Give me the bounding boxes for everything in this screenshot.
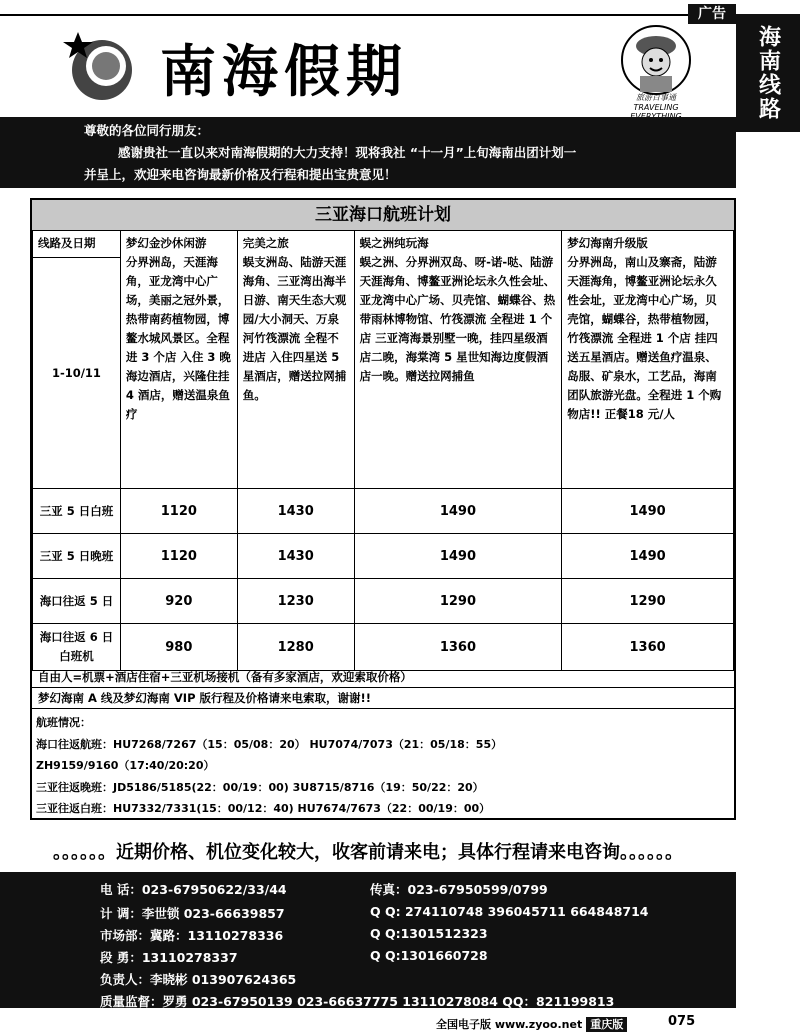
route-name: 完美之旅 — [242, 236, 289, 250]
contact-tel: 电 话：023-67950622/33/44 — [100, 882, 287, 897]
contact-quality: 质量监督：罗勇 023-67950139 023-66637775 13110278084 QQ：821199813 — [100, 994, 615, 1009]
contact-qq-3: Q Q:1301660728 — [370, 948, 488, 963]
route-desc: 分界洲岛，南山及寨斋，陆游天涯海角，博鳌亚洲论坛永久性会址，亚龙湾中心广场，贝壳馆，蝴蝶谷，热带植物园，竹筏漂流 全程进 1 个店 挂四送五星酒店。赠送鱼疗温泉、岛服、矿泉水，工艺品，海南团队旅游光盘。全程进 1 个购物店!! 正餐18 元/人 — [567, 255, 722, 421]
footer-site-text: 全国电子版 www.zyoo.net — [436, 1018, 583, 1031]
greeting-line-1: 尊敬的各位同行朋友： — [84, 123, 210, 138]
price-cell: 1120 — [120, 534, 237, 579]
page-number: 075 — [668, 1014, 696, 1029]
brand-logo-icon — [60, 26, 140, 106]
contact-leader: 负责人：李晓彬 013907624365 — [100, 972, 297, 987]
price-cell: 1230 — [237, 579, 354, 624]
price-cell: 1490 — [562, 534, 734, 579]
route-desc: 蜈之洲、分界洲双岛、呀-诺-哒、陆游天涯海角、博鳌亚洲论坛永久性会址、亚龙湾中心广场、贝壳馆、蝴蝶谷、热带雨林博物馆、竹筏漂流 全程进 1 个店 三亚湾海景别墅一晚，挂四星级酒店二晚，海棠湾 5 星世知海边度假酒店一晚。赠送拉网捕鱼 — [359, 255, 556, 383]
side-tab-hainan-routes: 海南线路 — [736, 14, 800, 132]
contact-duan: 段 勇：13110278337 — [100, 950, 238, 965]
route-name: 梦幻海南升级版 — [567, 236, 648, 250]
contact-plan: 计 调：李世锁 023-66639857 — [100, 906, 285, 921]
price-cell: 920 — [120, 579, 237, 624]
schedule-table — [32, 230, 734, 671]
route-cell — [354, 231, 562, 489]
flights-block — [32, 712, 734, 820]
price-row-label: 三亚 5 日白班 — [33, 489, 121, 534]
price-cell: 1490 — [354, 489, 562, 534]
flight-line: 海口往返航班：HU7268/7267（15：05/08：20） HU7074/7073（21：05/18：55） — [36, 737, 503, 751]
greeting-banner — [0, 117, 736, 188]
price-cell: 1430 — [237, 489, 354, 534]
route-desc: 蜈支洲岛、陆游天涯海角、三亚湾出海半日游、南天生态大观园/大小洞天、万泉河竹筏漂流 全程不进店 入住四星送 5 星酒店，赠送拉网捕鱼。 — [242, 255, 347, 402]
note-vip: 梦幻海南 A 线及梦幻海南 VIP 版行程及价格请来电索取，谢谢!! — [32, 688, 734, 709]
route-name: 蜈之洲纯玩海 — [359, 236, 429, 250]
table-row — [33, 489, 734, 534]
brand-name: 南海假期 — [160, 39, 408, 105]
table-row — [33, 231, 734, 258]
table-row — [33, 624, 734, 671]
price-row-label: 海口往返 5 日 — [33, 579, 121, 624]
schedule-title: 三亚海口航班计划 — [32, 200, 734, 230]
price-row-label: 三亚 5 日晚班 — [33, 534, 121, 579]
price-cell: 1490 — [562, 489, 734, 534]
notice-text: 。。。。。。近期价格、机位变化较大，收客前请来电；具体行程请来电咨询。。。。。。 — [53, 842, 683, 863]
contacts-banner — [0, 872, 736, 1008]
price-row-label: 海口往返 6 日 白班机 — [33, 624, 121, 671]
price-cell: 1490 — [354, 534, 562, 579]
table-row — [33, 534, 734, 579]
note-free-traveler: 自由人=机票+酒店住宿+三亚机场接机（备有多家酒店，欢迎索取价格） — [32, 667, 734, 688]
footer-edition: 重庆版 — [586, 1017, 627, 1032]
route-cell — [562, 231, 734, 489]
price-cell: 1430 — [237, 534, 354, 579]
price-cell: 1290 — [562, 579, 734, 624]
greeting-line-3: 并呈上，欢迎来电咨询最新价格及行程和提出宝贵意见！ — [84, 167, 397, 182]
route-desc: 分界洲岛，天涯海角，亚龙湾中心广场，美丽之冠外景，热带南药植物园，博鳌水城风景区。全程进 3 个店 入住 3 晚海边酒店，兴隆住挂 4 酒店，赠送温泉鱼疗 — [125, 255, 231, 421]
price-cell: 980 — [120, 624, 237, 671]
price-cell: 1280 — [237, 624, 354, 671]
price-cell: 1360 — [354, 624, 562, 671]
contact-fax: 传真：023-67950599/0799 — [370, 882, 548, 897]
price-cell: 1290 — [354, 579, 562, 624]
price-cell: 1360 — [562, 624, 734, 671]
flight-line: 三亚往返晚班：JD5186/5185(22：00/19：00) 3U8715/8716（19：50/22：20） — [36, 780, 484, 794]
top-rule — [0, 14, 736, 16]
flight-line: 三亚往返白班：HU7332/7331(15：00/12：40) HU7674/7673（22：00/19：00） — [36, 802, 491, 815]
route-cell — [120, 231, 237, 489]
flights-title: 航班情况： — [36, 716, 91, 729]
contact-market: 市场部：冀路：13110278336 — [100, 928, 284, 943]
mascot-caption: 旅游百事通 TRAVELING — [633, 93, 679, 112]
contact-qq-2: Q Q:1301512323 — [370, 926, 488, 941]
price-cell: 1120 — [120, 489, 237, 534]
footer-site — [436, 1016, 627, 1032]
contact-qq-1: Q Q: 274110748 396045711 664848714 — [370, 904, 649, 919]
notes-block — [32, 667, 734, 709]
greeting-line-2: 感谢贵社一直以来对南海假期的大力支持！现将我社 “十一月”上旬海南出团计划一 — [118, 145, 577, 160]
flight-line: ZH9159/9160（17:40/20:20） — [36, 759, 215, 772]
route-cell — [237, 231, 354, 489]
header-label: 线路及日期 — [33, 231, 121, 258]
route-name: 梦幻金沙休闲游 — [125, 236, 207, 250]
ad-tag: 广告 — [688, 4, 736, 24]
date-range: 1-10/11 — [33, 258, 121, 489]
table-row — [33, 579, 734, 624]
